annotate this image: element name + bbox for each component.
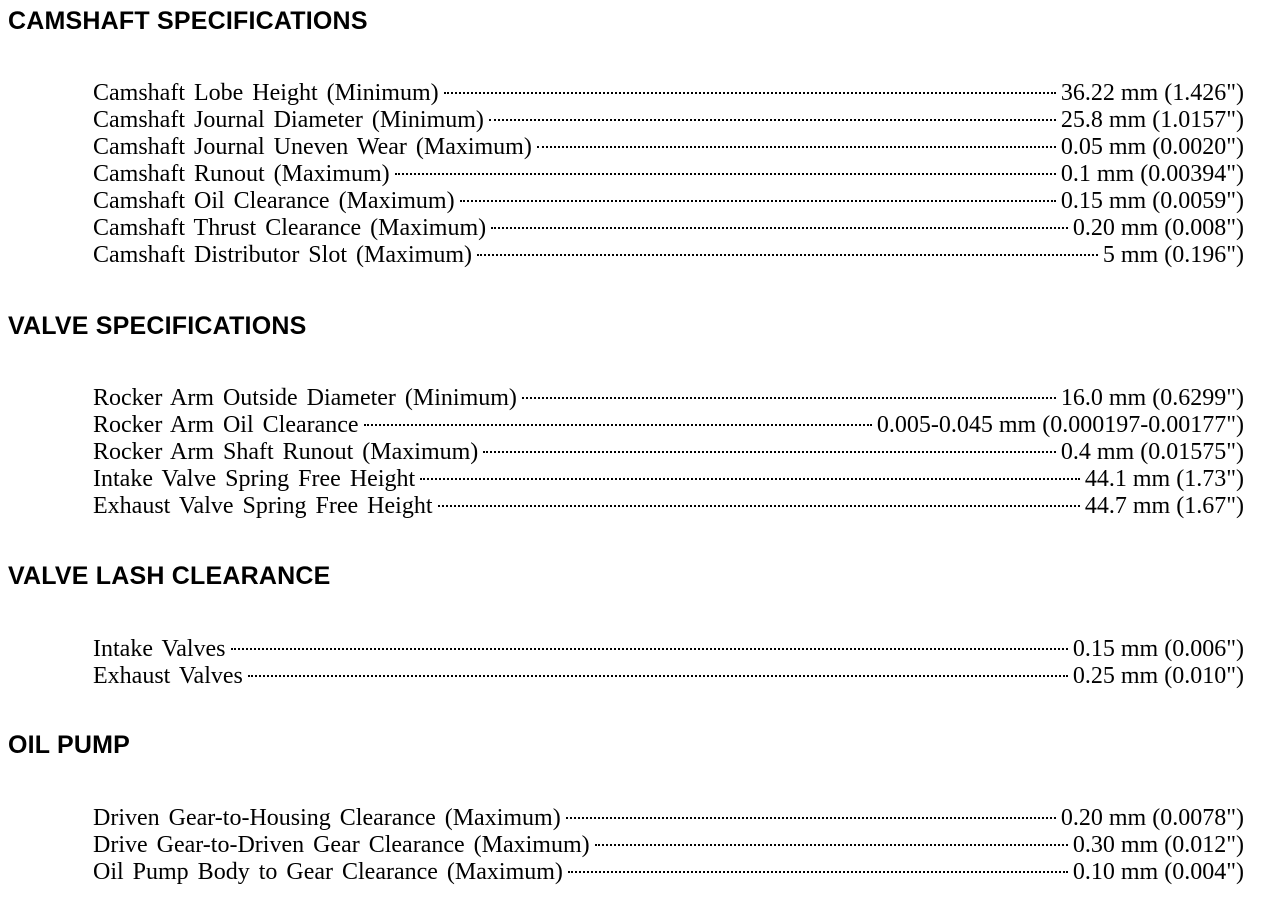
spec-label: Rocker Arm Oil Clearance (93, 412, 359, 438)
dot-leader (438, 505, 1080, 507)
spec-row (93, 242, 1244, 269)
spec-row (93, 466, 1244, 493)
spec-label: Camshaft Lobe Height (Minimum) (93, 80, 439, 106)
spec-value: 0.20 mm (0.0078") (1060, 805, 1244, 831)
spec-value: 5 mm (0.196") (1102, 242, 1244, 268)
spec-row (93, 107, 1244, 134)
spec-row (93, 80, 1244, 107)
spec-value: 25.8 mm (1.0157") (1060, 107, 1244, 133)
dot-leader (566, 817, 1056, 819)
spec-value: 0.1 mm (0.00394") (1060, 161, 1244, 187)
dot-leader (477, 254, 1098, 256)
spec-value: 0.15 mm (0.0059") (1060, 188, 1244, 214)
spec-label: Intake Valve Spring Free Height (93, 466, 416, 492)
spec-label: Camshaft Journal Uneven Wear (Maximum) (93, 134, 532, 160)
spec-label: Camshaft Distributor Slot (Maximum) (93, 242, 472, 268)
dot-leader (231, 648, 1068, 650)
spec-value: 0.4 mm (0.01575") (1060, 439, 1244, 465)
dot-leader (489, 119, 1056, 121)
spec-value: 16.0 mm (0.6299") (1060, 385, 1244, 411)
valve-section-heading: VALVE SPECIFICATIONS (8, 312, 307, 340)
spec-label: Intake Valves (93, 636, 226, 662)
dot-leader (420, 478, 1080, 480)
spec-label: Rocker Arm Shaft Runout (Maximum) (93, 439, 479, 465)
dot-leader (595, 844, 1068, 846)
spec-row (93, 385, 1244, 412)
spec-value: 0.20 mm (0.008") (1072, 215, 1244, 241)
spec-value: 44.1 mm (1.73") (1084, 466, 1244, 492)
spec-row (93, 161, 1244, 188)
spec-row (93, 636, 1244, 663)
spec-label: Drive Gear-to-Driven Gear Clearance (Maximum) (93, 832, 590, 858)
camshaft-section-heading: CAMSHAFT SPECIFICATIONS (8, 7, 368, 35)
dot-leader (460, 200, 1056, 202)
spec-value: 0.30 mm (0.012") (1072, 832, 1244, 858)
spec-value: 0.05 mm (0.0020") (1060, 134, 1244, 160)
oil-pump-section-heading: OIL PUMP (8, 731, 130, 759)
spec-row (93, 493, 1244, 520)
spec-row (93, 805, 1244, 832)
dot-leader (522, 397, 1056, 399)
spec-row (93, 412, 1244, 439)
spec-label: Oil Pump Body to Gear Clearance (Maximum) (93, 859, 563, 885)
spec-label: Rocker Arm Outside Diameter (Minimum) (93, 385, 517, 411)
spec-value: 0.10 mm (0.004") (1072, 859, 1244, 885)
valve-lash-section-heading: VALVE LASH CLEARANCE (8, 562, 331, 590)
spec-row (93, 663, 1244, 690)
valve-lash-spec-list (93, 636, 1244, 690)
spec-row (93, 439, 1244, 466)
dot-leader (537, 146, 1056, 148)
dot-leader (444, 92, 1056, 94)
valve-spec-list (93, 385, 1244, 520)
spec-value: 36.22 mm (1.426") (1060, 80, 1244, 106)
spec-row (93, 832, 1244, 859)
dot-leader (483, 451, 1056, 453)
dot-leader (395, 173, 1056, 175)
spec-value: 0.005-0.045 mm (0.000197-0.00177") (876, 412, 1244, 438)
spec-label: Camshaft Journal Diameter (Minimum) (93, 107, 484, 133)
dot-leader (364, 424, 872, 426)
oil-pump-spec-list (93, 805, 1244, 886)
spec-row (93, 215, 1244, 242)
spec-row (93, 134, 1244, 161)
dot-leader (568, 871, 1068, 873)
spec-value: 0.25 mm (0.010") (1072, 663, 1244, 689)
spec-label: Camshaft Thrust Clearance (Maximum) (93, 215, 487, 241)
camshaft-spec-list (93, 80, 1244, 269)
spec-label: Driven Gear-to-Housing Clearance (Maximum) (93, 805, 561, 831)
spec-row (93, 859, 1244, 886)
spec-value: 0.15 mm (0.006") (1072, 636, 1244, 662)
spec-label: Exhaust Valves (93, 663, 243, 689)
dot-leader (491, 227, 1068, 229)
spec-label: Exhaust Valve Spring Free Height (93, 493, 433, 519)
dot-leader (248, 675, 1068, 677)
spec-label: Camshaft Runout (Maximum) (93, 161, 390, 187)
spec-value: 44.7 mm (1.67") (1084, 493, 1244, 519)
spec-label: Camshaft Oil Clearance (Maximum) (93, 188, 455, 214)
spec-row (93, 188, 1244, 215)
